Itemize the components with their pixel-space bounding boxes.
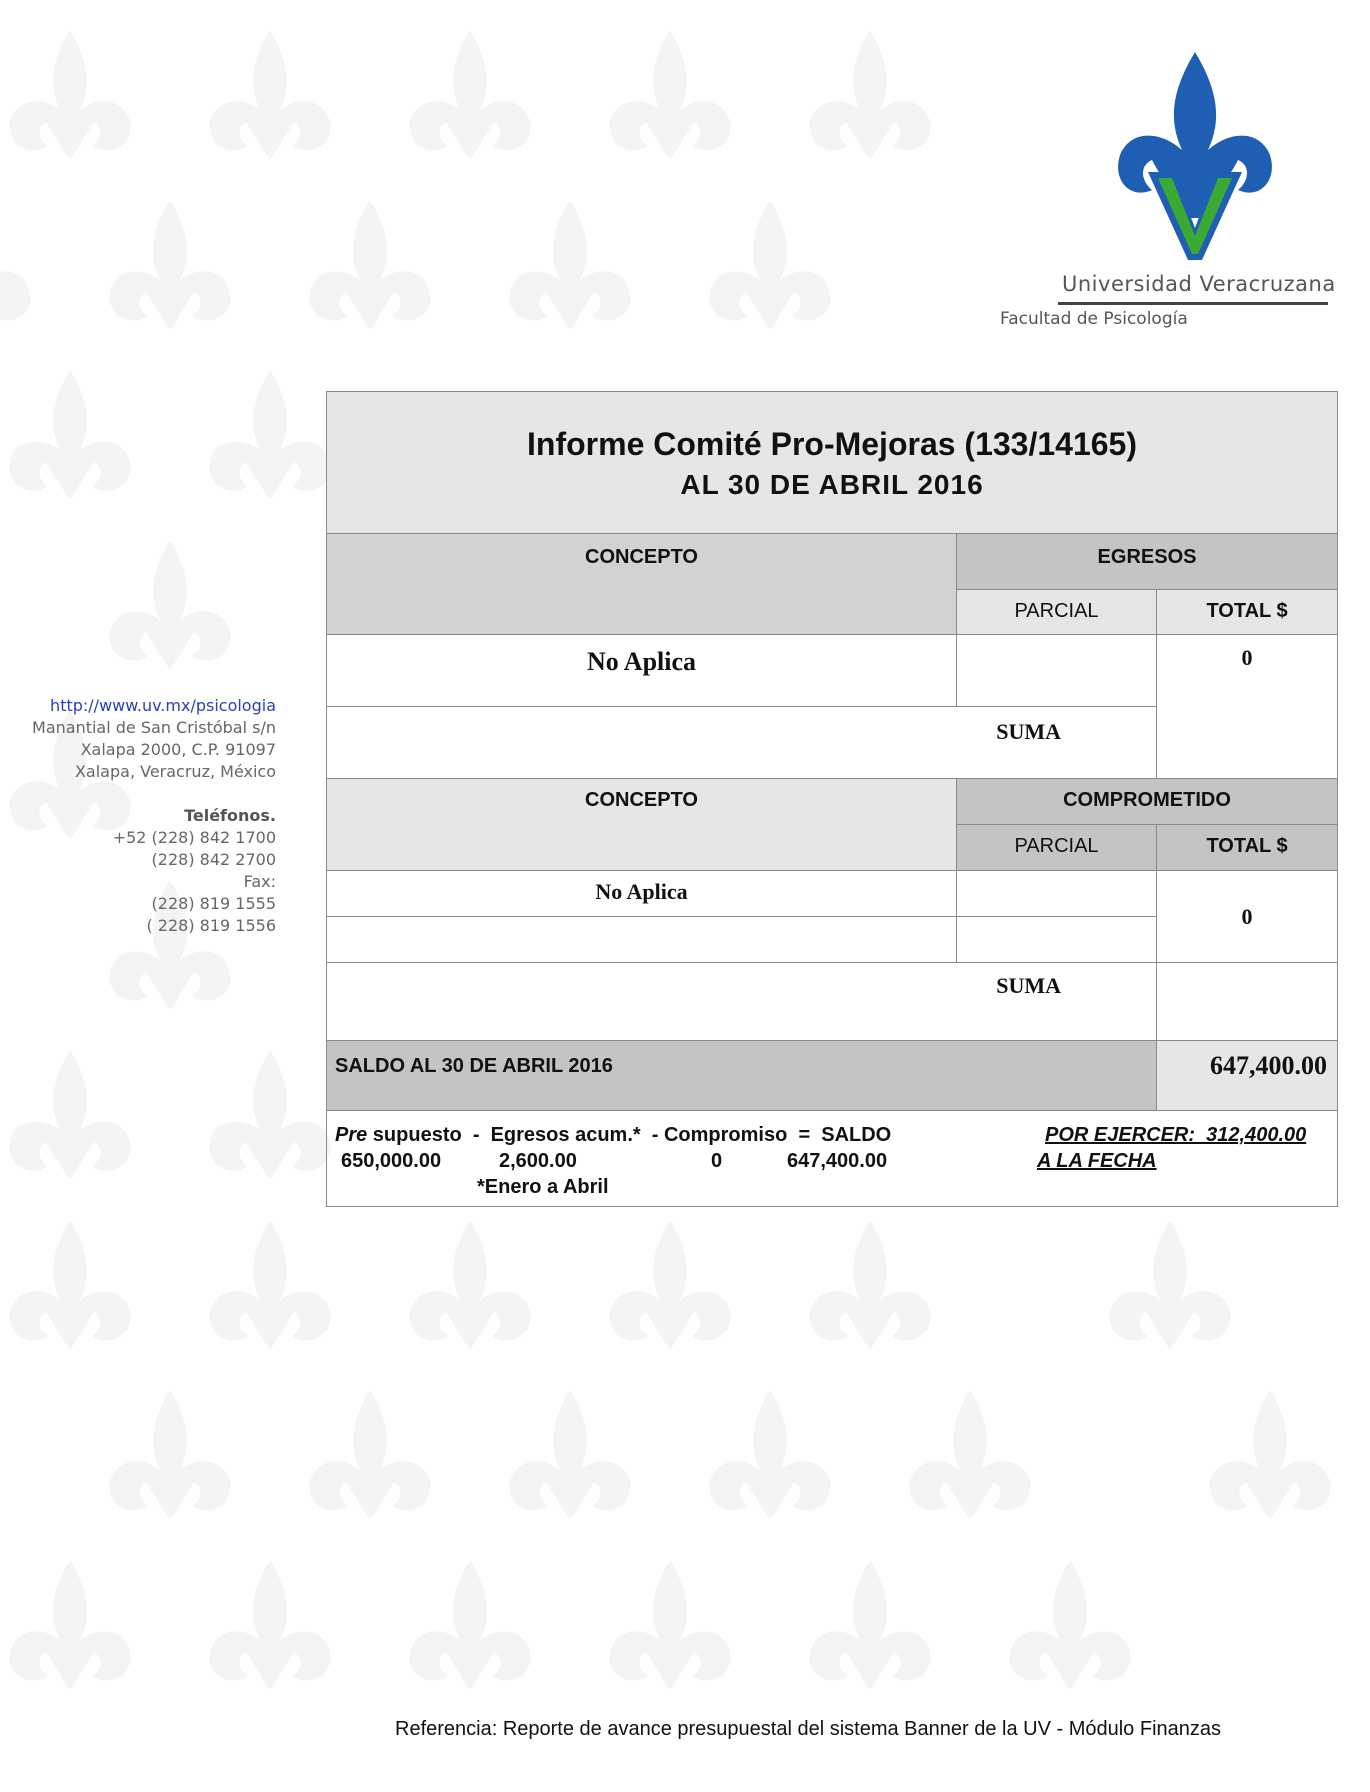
por-ejercer: POR EJERCER: 312,400.00 — [1045, 1124, 1307, 1146]
egresos-item: No Aplica — [327, 635, 957, 707]
comprometido-concepto-header: CONCEPTO — [327, 779, 957, 871]
comprometido-empty-cell — [327, 917, 957, 963]
address-line: Xalapa, Veracruz, México — [74, 762, 276, 781]
comprometido-parcial-header: PARCIAL — [957, 825, 1157, 871]
egresos-parcial-header: PARCIAL — [957, 590, 1157, 635]
summary-cell — [327, 1111, 1338, 1207]
summary-presupuesto: 650,000.00 — [341, 1150, 442, 1172]
a-la-fecha: A LA FECHA — [1037, 1150, 1157, 1172]
comprometido-suma-cell — [1157, 963, 1338, 1041]
phone-line: +52 (228) 842 1700 — [112, 828, 276, 847]
address-line: Manantial de San Cristóbal s/n — [32, 718, 276, 737]
website-link[interactable]: http://www.uv.mx/psicologia — [50, 696, 276, 715]
egresos-header: EGRESOS — [957, 534, 1338, 590]
summary-saldo: 647,400.00 — [787, 1150, 888, 1172]
summary-compromiso: 0 — [711, 1150, 723, 1172]
fax-line: ( 228) 819 1556 — [146, 916, 276, 935]
summary-pre: Pre — [335, 1124, 368, 1146]
fleur-de-lis-logo — [1110, 50, 1280, 260]
comprometido-item: No Aplica — [327, 871, 957, 917]
egresos-total-header: TOTAL $ — [1157, 590, 1338, 635]
summary-formula — [335, 1124, 891, 1147]
comprometido-parcial-cell — [957, 917, 1157, 963]
saldo-value: 647,400.00 — [1157, 1041, 1338, 1111]
saldo-label: SALDO AL 30 DE ABRIL 2016 — [327, 1041, 1157, 1111]
university-name: Universidad Veracruzana — [1062, 272, 1336, 296]
comprometido-suma: SUMA — [327, 963, 1157, 1041]
address-line: Xalapa 2000, C.P. 91097 — [80, 740, 276, 759]
comprometido-total-header: TOTAL $ — [1157, 825, 1338, 871]
contact-block — [32, 695, 276, 937]
logo-divider — [1058, 302, 1328, 305]
comprometido-header: COMPROMETIDO — [957, 779, 1338, 825]
phone-line: (228) 842 2700 — [151, 850, 276, 869]
comprometido-parcial-cell — [957, 871, 1157, 917]
summary-egresos: 2,600.00 — [499, 1150, 577, 1172]
comprometido-total-value: 0 — [1157, 871, 1338, 963]
egresos-concepto-header: CONCEPTO — [327, 534, 957, 635]
fax-line: (228) 819 1555 — [151, 894, 276, 913]
faculty-name: Facultad de Psicología — [1000, 309, 1188, 329]
egresos-total-value: 0 — [1157, 635, 1338, 779]
summary-formula-rest: supuesto - Egresos acum.* - Compromiso = SALDO — [367, 1124, 892, 1146]
reference-note: Referencia: Reporte de avance presupuestal del sistema Banner de la UV - Módulo Finanzas — [395, 1718, 1222, 1740]
report-title: Informe Comité Pro-Mejoras (133/14165) — [527, 426, 1137, 462]
fax-label: Fax: — [243, 872, 276, 891]
report-header — [327, 392, 1338, 534]
egresos-suma: SUMA — [327, 707, 1157, 779]
report-table — [326, 391, 1338, 1207]
summary-note: *Enero a Abril — [477, 1176, 609, 1198]
phones-label: Teléfonos. — [184, 806, 276, 825]
report-date: AL 30 DE ABRIL 2016 — [680, 469, 984, 500]
egresos-parcial-cell — [957, 635, 1157, 707]
